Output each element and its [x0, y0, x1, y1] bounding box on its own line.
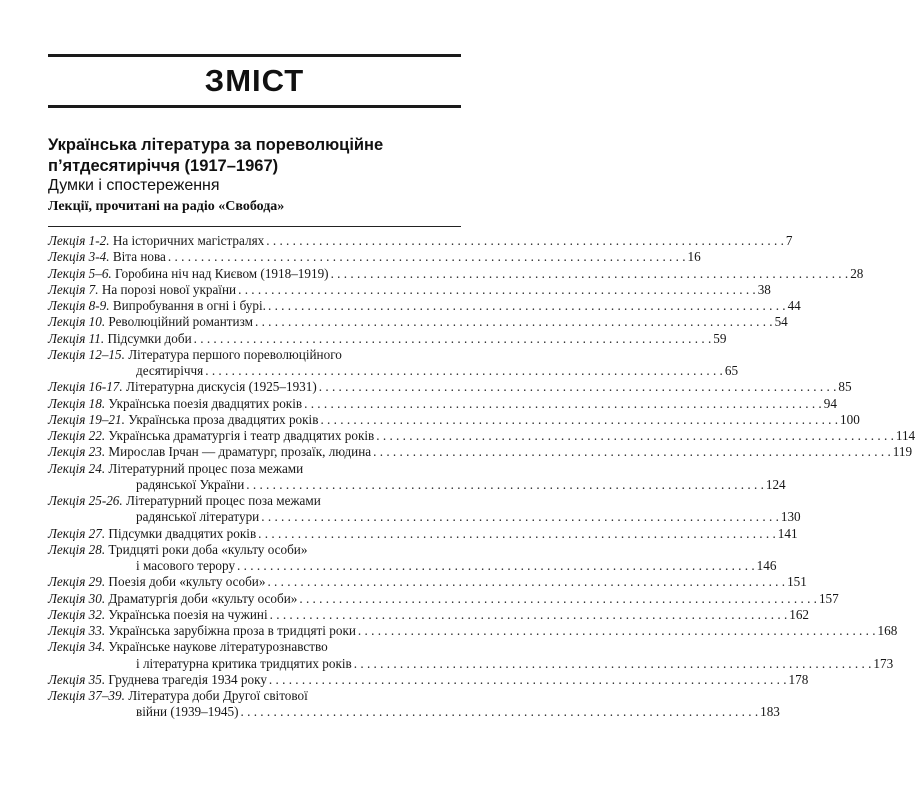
dot-leader [358, 623, 876, 639]
toc-page-number: 157 [818, 590, 839, 606]
toc-page-number: 162 [789, 606, 810, 622]
toc-entry-label: Лекція 16-17. [48, 379, 126, 395]
dot-leader [270, 607, 788, 623]
toc-entry-title: На порозі нової україни [101, 281, 237, 297]
toc-entry-title: Українська поезія двадцятих років [108, 395, 303, 411]
toc-entry[interactable] [48, 444, 913, 460]
toc-entry-label: Лекція 37–39. [48, 688, 129, 703]
dot-leader [269, 672, 787, 688]
toc-entry-label: Лекція 7. [48, 281, 102, 297]
toc-entry[interactable] [48, 428, 915, 444]
toc-entry[interactable] [48, 298, 801, 314]
toc-page-number: 65 [724, 363, 739, 378]
dot-leader [241, 704, 759, 720]
toc-entry[interactable] [48, 314, 788, 330]
toc-entry-label: Лекція 35. [48, 671, 109, 687]
toc-entry-label: Лекція 1-2. [48, 233, 113, 248]
toc-entry-title: десятиріччя [136, 363, 204, 378]
section-title: Українська література за пореволюційне п’ятдесятиріччя (1917–1967) [48, 136, 384, 175]
toc-entry-label: Лекція 5–6. [48, 265, 116, 281]
toc-entry-title: Революційний романтизм [108, 314, 253, 330]
toc-entry[interactable] [48, 281, 771, 298]
toc-entry[interactable] [48, 541, 777, 575]
toc-entry-label: Лекція 8-9. [48, 298, 113, 313]
toc-entry-label: Лекція 23. [48, 444, 109, 460]
toc-entry-label: Лекція 29. [48, 574, 109, 590]
lectures-note: Лекції, прочитані на радіо «Свобода» [48, 199, 285, 214]
toc-entry[interactable] [48, 460, 786, 494]
toc-entry-title: Українська драматургія і театр двадцятих років [108, 428, 375, 443]
toc-page-number: 54 [774, 314, 788, 330]
toc-entry-title: Мирослав Ірчан — драматург, прозаїк, людина [108, 444, 372, 460]
toc-entry-title: Література першого пореволюційного [128, 346, 342, 362]
toc-entry[interactable] [48, 411, 860, 428]
toc-page-number: 114 [895, 428, 915, 443]
toc-entry-title: Українська зарубіжна проза в тридцяті роки [108, 623, 356, 638]
toc-entry-label: Лекція 30. [48, 590, 109, 606]
toc-page-number: 151 [787, 574, 807, 590]
dot-leader [266, 233, 784, 249]
toc-entry-title: Літературний процес поза межами [126, 493, 321, 508]
dot-leader [268, 298, 786, 314]
toc-entry-title: Віта нова [112, 249, 166, 265]
toc-entry-title: і літературна критика тридцятих років [136, 655, 352, 671]
toc-entry-label: Лекція 3-4. [48, 249, 113, 265]
toc-page-number: 141 [777, 525, 798, 541]
toc-entry[interactable] [48, 525, 798, 542]
toc-page-number: 146 [756, 558, 777, 573]
dot-leader [304, 396, 822, 412]
toc-entry-title: Підсумки доби [107, 330, 192, 346]
toc-entry-title: війни (1939–1945) [136, 704, 239, 720]
dot-leader [331, 266, 849, 282]
toc-entry-title: радянської України [136, 476, 245, 492]
toc-page-number: 100 [840, 411, 860, 427]
dot-leader [194, 331, 712, 347]
toc-entry-label: Лекція 12–15. [48, 346, 129, 362]
dot-leader [373, 444, 891, 460]
toc-entry-title: Літературний процес поза межами [108, 460, 304, 476]
toc-entry-label: Лекція 32. [48, 606, 109, 622]
toc-page-number: 183 [760, 704, 780, 720]
toc-entry-title: Драматургія доби «культу особи» [108, 590, 298, 606]
dot-leader [168, 249, 686, 265]
toc-entry[interactable] [48, 493, 801, 526]
toc-entry-title: Українська поезія на чужині [108, 606, 268, 622]
toc-entry-title: На історичних магістралях [112, 233, 265, 248]
toc-entry[interactable] [48, 249, 701, 265]
dot-leader [237, 558, 755, 574]
toc-page-number: 178 [788, 671, 809, 687]
toc-entry[interactable] [48, 233, 793, 249]
section-divider [48, 226, 461, 227]
dot-leader [261, 509, 779, 525]
toc-entry-label: Лекція 27. [48, 525, 109, 541]
toc-page-number: 130 [780, 509, 801, 525]
dot-leader [354, 656, 872, 672]
toc-entry[interactable] [48, 639, 894, 672]
toc-entry[interactable] [48, 623, 898, 639]
toc-entry[interactable] [48, 379, 852, 395]
toc-entry[interactable] [48, 346, 739, 380]
dot-leader [320, 412, 838, 428]
toc-page-number: 16 [687, 249, 701, 265]
toc-entry-title: Українська проза двадцятих років [128, 411, 319, 427]
toc-page-number: 173 [873, 655, 894, 671]
toc-entry[interactable] [48, 671, 809, 688]
toc-entry-title: Випробування в огні і бурі. [112, 298, 266, 313]
toc-entry-title: Підсумки двадцятих років [108, 525, 257, 541]
heading-band [48, 54, 461, 108]
toc-entry[interactable] [48, 330, 727, 347]
toc-entry-label: Лекція 22. [48, 428, 109, 443]
toc-entry-title: Поезія доби «культу особи» [108, 574, 266, 590]
toc-entry-label: Лекція 28. [48, 541, 109, 557]
toc-page-number: 94 [823, 395, 837, 411]
toc-entry-title: Літературна дискусія (1925–1931) [126, 379, 317, 395]
toc-entry-label: Лекція 10. [48, 314, 109, 330]
section-subtitle: Думки і спостереження [48, 177, 220, 194]
toc-entry-label: Лекція 18. [48, 395, 109, 411]
toc-page-number: 124 [765, 476, 786, 492]
toc-entry-label: Лекція 19–21. [48, 411, 129, 427]
dot-leader [238, 282, 756, 298]
dot-leader [299, 591, 817, 607]
toc-page-number: 7 [785, 233, 793, 248]
toc-entry-title: радянської літератури [136, 509, 260, 525]
toc-entry-label: Лекція 34. [48, 639, 109, 655]
dot-leader [319, 379, 837, 395]
toc-entry-title: Українське наукове літературознавство [108, 639, 328, 655]
page-title: ЗМІСТ [204, 63, 305, 98]
dot-leader [376, 428, 894, 444]
toc-page-number: 38 [757, 281, 771, 297]
dot-leader [205, 363, 723, 379]
toc-entry-title: Горобина ніч над Києвом (1918–1919) [115, 265, 329, 281]
toc-entry-title: Тридцяті роки доба «культу особи» [108, 541, 308, 557]
toc-page-number: 28 [850, 265, 864, 281]
toc-entry-title: Література доби Другої світової [128, 688, 308, 703]
toc-entry[interactable] [48, 590, 839, 607]
toc-entry-label: Лекція 25-26. [48, 493, 126, 508]
dot-leader [267, 574, 785, 590]
toc-page-number: 44 [787, 298, 801, 313]
dot-leader [258, 526, 776, 542]
toc-page-number: 85 [838, 379, 852, 395]
toc-page-number: 168 [877, 623, 898, 638]
toc-entry[interactable] [48, 265, 864, 282]
toc-entry[interactable] [48, 395, 837, 412]
toc-entry[interactable] [48, 688, 780, 721]
toc-entry-label: Лекція 24. [48, 460, 109, 476]
toc-entry[interactable] [48, 574, 807, 590]
toc-entry-label: Лекція 11. [48, 330, 108, 346]
toc-page-number: 59 [713, 330, 727, 346]
table-of-contents [48, 233, 915, 721]
dot-leader [246, 477, 764, 493]
toc-page-number: 119 [892, 444, 913, 460]
toc-entry[interactable] [48, 606, 810, 623]
dot-leader [255, 314, 773, 330]
toc-entry-title: і масового терору [136, 558, 236, 573]
toc-entry-title: Груднева трагедія 1934 року [108, 671, 267, 687]
toc-entry-label: Лекція 33. [48, 623, 109, 638]
